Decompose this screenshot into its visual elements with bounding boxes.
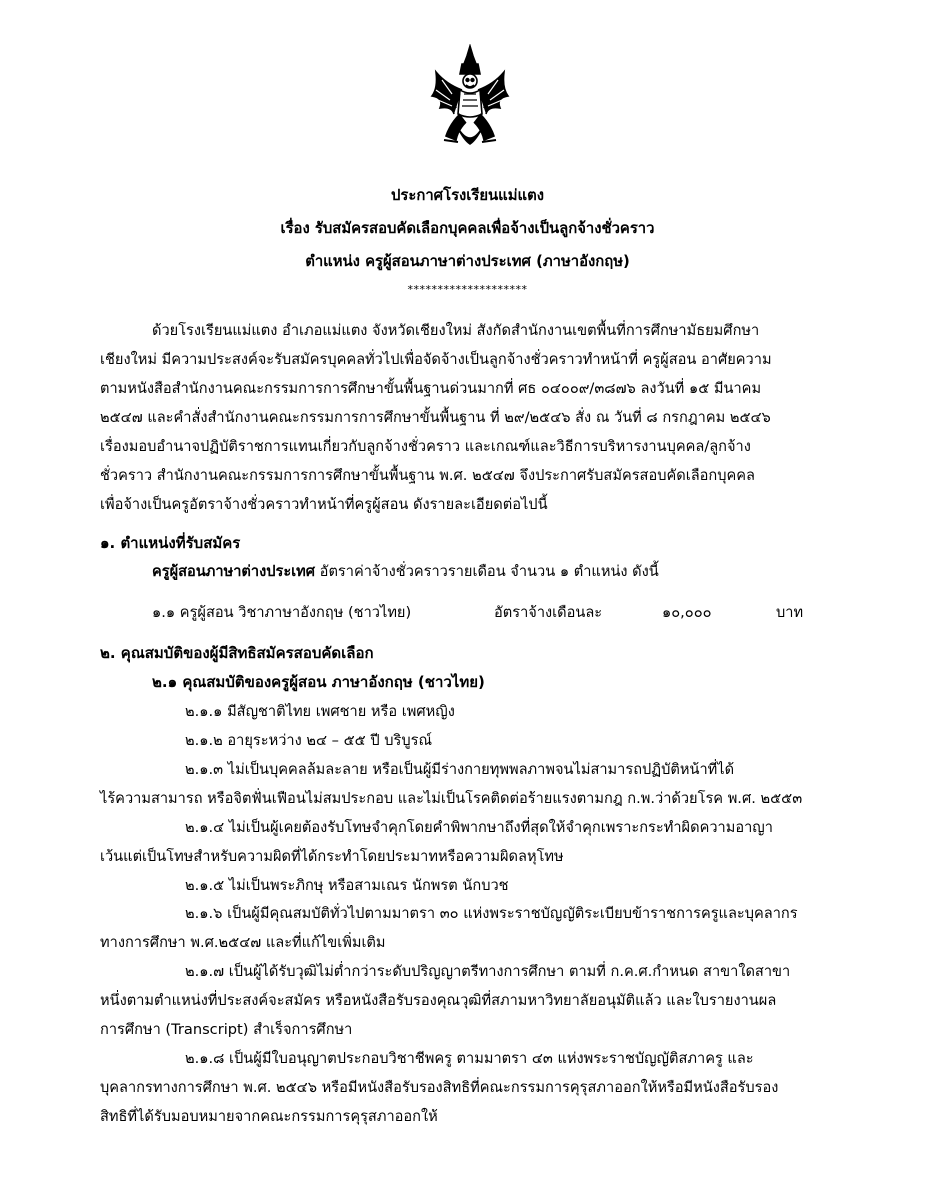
qualification-item: [100, 957, 830, 1044]
intro-line: ชั่วคราว สำนักงานคณะกรรมการการศึกษาขั้นพื้นฐาน พ.ศ. ๒๕๔๗ จึงประกาศรับสมัครสอบคัดเลือกบุคคล: [100, 467, 755, 484]
position-row-label: ๑.๑ ครูผู้สอน วิชาภาษาอังกฤษ (ชาวไทย): [152, 604, 412, 621]
intro-line: ๒๕๔๗ และคำสั่งสำนักงานคณะกรรมการการศึกษาขั้นพื้นฐาน ที่ ๒๙/๒๕๔๖ สั่ง ณ วันที่ ๘ กรกฎาคม ๒๕๔๖: [100, 409, 771, 426]
position-row-rate-label: อัตราจ้างเดือนละ: [494, 604, 603, 621]
qualification-line: ๒.๑.๖ เป็นผู้มีคุณสมบัติทั่วไปตามมาตรา ๓๐ แห่งพระราชบัญญัติระเบียบข้าราชการครูและบุคลากร: [185, 905, 798, 922]
position-title: ครูผู้สอนภาษาต่างประเทศ: [152, 563, 316, 580]
qualification-line: ๒.๑.๕ ไม่เป็นพระภิกษุ หรือสามเณร นักพรต นักบวช: [185, 877, 509, 894]
qualification-line: บุคลากรทางการศึกษา พ.ศ. ๒๕๔๖ หรือมีหนังสือรับรองสิทธิที่คณะกรรมการคุรุสภาออกให้หรือมีหนังสือรับรอง: [100, 1079, 779, 1096]
qualification-line: หนึ่งตามตำแหน่งที่ประสงค์จะสมัคร หรือหนังสือรับรองคุณวุฒิที่สภามหาวิทยาลัยอนุมัติแล้ว และใบรายงานผล: [100, 992, 777, 1009]
qualification-line: ๒.๑.๑ มีสัญชาติไทย เพศชาย หรือ เพศหญิง: [185, 703, 455, 720]
intro-line: ด้วยโรงเรียนแม่แตง อำเภอแม่แตง จังหวัดเชียงใหม่ สังกัดสำนักงานเขตพื้นที่การศึกษามัธยมศึกษา: [152, 322, 760, 339]
qualification-line: ๒.๑.๓ ไม่เป็นบุคคลล้มละลาย หรือเป็นผู้มีร่างกายทุพพลภาพจนไม่สามารถปฏิบัติหน้าที่ได้: [185, 761, 735, 778]
section-1-heading: ๑. ตำแหน่งที่รับสมัคร: [100, 534, 241, 552]
qualification-line: ทางการศึกษา พ.ศ.๒๕๔๗ และที่แก้ไขเพิ่มเติม: [100, 934, 386, 951]
qualification-line: ๒.๑.๔ ไม่เป็นผู้เคยต้องรับโทษจำคุกโดยคำพิพากษาถึงที่สุดให้จำคุกเพราะกระทำผิดความอาญา: [185, 819, 773, 836]
announcement-subject: เรื่อง รับสมัครสอบคัดเลือกบุคคลเพื่อจ้างเป็นลูกจ้างชั่วคราว: [280, 219, 655, 237]
qualification-line: ไร้ความสามารถ หรือจิตฟั่นเฟือนไม่สมประกอบ และไม่เป็นโรคติดต่อร้ายแรงตามกฎ ก.พ.ว่าด้วยโรค พ.ศ. ๒๕๕๓: [100, 790, 803, 807]
intro-line: เพื่อจ้างเป็นครูอัตราจ้างชั่วคราวทำหน้าที่ครูผู้สอน ดังรายละเอียดต่อไปนี้: [100, 496, 548, 513]
qualification-line: ๒.๑.๒ อายุระหว่าง ๒๔ – ๕๕ ปี บริบูรณ์: [185, 732, 432, 749]
intro-line: เรื่องมอบอำนาจปฏิบัติราชการแทนเกี่ยวกับลูกจ้างชั่วคราว และเกณฑ์และวิธีการบริหารงานบุคคล/ลูกจ้าง: [100, 438, 751, 455]
garuda-emblem-icon: [428, 44, 512, 150]
qualification-line: ๒.๑.๗ เป็นผู้ได้รับวุฒิไม่ต่ำกว่าระดับปริญญาตรีทางการศึกษา ตามที่ ก.ค.ศ.กำหนด สาขาใดสาขา: [185, 963, 791, 980]
position-row-unit: บาท: [776, 604, 804, 621]
qualification-line: ๒.๑.๘ เป็นผู้มีใบอนุญาตประกอบวิชาชีพครู ตามมาตรา ๔๓ แห่งพระราชบัญญัติสภาครู และ: [185, 1050, 754, 1067]
intro-line: เชียงใหม่ มีความประสงค์จะรับสมัครบุคคลทั่วไปเพื่อจัดจ้างเป็นลูกจ้างชั่วคราวทำหน้าที่ ครูผู้สอน อาศัยความ: [100, 351, 772, 368]
qualification-item: [100, 697, 830, 726]
announcement-position: ตำแหน่ง ครูผู้สอนภาษาต่างประเทศ (ภาษาอังกฤษ): [305, 252, 630, 270]
qualification-item: [100, 813, 830, 871]
section-2-subheading: ๒.๑ คุณสมบัติของครูผู้สอน ภาษาอังกฤษ (ชาวไทย): [152, 673, 485, 691]
position-detail: อัตราค่าจ้างชั่วคราวรายเดือน จำนวน ๑ ตำแหน่ง ดังนี้: [315, 563, 659, 580]
qualification-item: [100, 871, 830, 900]
section-2-heading: ๒. คุณสมบัติของผู้มีสิทธิสมัครสอบคัดเลือก: [100, 644, 374, 662]
separator-stars: ********************: [407, 283, 528, 296]
position-line: [152, 560, 659, 583]
intro-paragraph: [100, 316, 830, 519]
announcement-title: ประกาศโรงเรียนแม่แตง: [390, 186, 544, 204]
qualification-item: [100, 755, 830, 813]
qualification-item: [100, 726, 830, 755]
qualification-line: สิทธิที่ได้รับมอบหมายจากคณะกรรมการคุรุสภาออกให้: [100, 1108, 438, 1125]
intro-line: ตามหนังสือสำนักงานคณะกรรมการการศึกษาขั้นพื้นฐานด่วนมากที่ ศธ ๐๔๐๐๙/๓๘๗๖ ลงวันที่ ๑๕ มีนาคม: [100, 380, 762, 397]
qualification-item: [100, 899, 830, 957]
qualification-item: [100, 1044, 830, 1131]
qualification-line: เว้นแต่เป็นโทษสำหรับความผิดที่ได้กระทำโดยประมาทหรือความผิดลหุโทษ: [100, 848, 564, 865]
position-row-amount: ๑๐,๐๐๐: [662, 604, 712, 621]
qualification-line: การศึกษา (Transcript) สำเร็จการศึกษา: [100, 1021, 353, 1038]
